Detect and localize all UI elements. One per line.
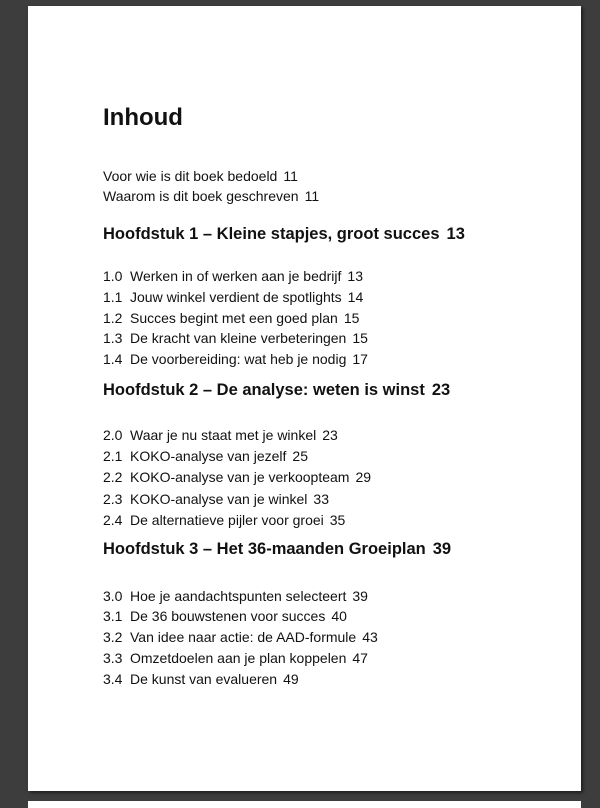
section-text: Omzetdoelen aan je plan koppelen [130, 650, 347, 666]
section-page: 43 [362, 629, 378, 645]
section-page: 13 [347, 268, 363, 284]
section-page: 49 [283, 671, 299, 687]
section-text: Jouw winkel verdient de spotlights [130, 289, 342, 305]
section-page: 17 [352, 351, 368, 367]
section-number: 3.3 [103, 650, 123, 666]
toc-title: Inhoud [103, 104, 183, 131]
toc-section-item [103, 350, 368, 368]
chapter-page: 23 [431, 381, 451, 399]
section-text: KOKO-analyse van jezelf [130, 448, 287, 464]
section-number: 1.3 [103, 330, 123, 346]
chapter-page: 13 [446, 225, 465, 243]
section-page: 15 [352, 330, 368, 346]
section-number: 3.0 [103, 588, 123, 604]
section-page: 47 [352, 650, 368, 666]
toc-item-text: Voor wie is dit boek bedoeld [103, 168, 278, 184]
toc-chapter-heading [103, 224, 465, 244]
toc-intro-item [103, 167, 298, 185]
section-page: 29 [355, 469, 372, 485]
toc-section-item [103, 329, 368, 347]
section-text: Waar je nu staat met je winkel [130, 427, 317, 443]
toc-chapter-heading [103, 539, 451, 559]
section-number: 2.1 [103, 448, 123, 464]
section-page: 40 [331, 608, 347, 624]
section-page: 33 [313, 491, 329, 507]
section-page: 14 [347, 289, 364, 305]
section-page: 35 [329, 512, 346, 528]
chapter-title: Hoofdstuk 2 – De analyse: weten is winst [103, 381, 425, 399]
section-number: 3.1 [103, 608, 123, 624]
toc-chapter-heading [103, 380, 450, 400]
section-text: De alternatieve pijler voor groei [130, 512, 324, 528]
toc-item-page: 11 [304, 188, 320, 204]
section-text: Werken in of werken aan je bedrijf [130, 268, 342, 284]
section-text: Hoe je aandachtspunten selecteert [130, 588, 347, 604]
section-number: 1.1 [103, 289, 123, 305]
section-text: KOKO-analyse van je winkel [130, 491, 308, 507]
toc-section-item [103, 490, 329, 508]
section-number: 2.0 [103, 427, 123, 443]
toc-section-item [103, 587, 368, 605]
toc-section-item [103, 649, 368, 667]
chapter-title: Hoofdstuk 1 – Kleine stapjes, groot succes [103, 225, 440, 243]
section-text: De kunst van evalueren [130, 671, 278, 687]
section-number: 3.4 [103, 671, 123, 687]
toc-item-page: 11 [283, 168, 298, 184]
document-page [28, 6, 581, 791]
section-number: 2.3 [103, 491, 123, 507]
toc-section-item [103, 670, 299, 688]
section-text: De voorbereiding: wat heb je nodig [130, 351, 347, 367]
next-page-edge [28, 801, 581, 808]
section-text: Succes begint met een goed plan [130, 310, 338, 326]
section-text: KOKO-analyse van je verkoopteam [130, 469, 350, 485]
section-page: 39 [352, 588, 368, 604]
section-text: De 36 bouwstenen voor succes [130, 608, 326, 624]
toc-intro-item [103, 187, 319, 205]
toc-section-item [103, 426, 338, 444]
section-text: Van idee naar actie: de AAD-formule [130, 629, 357, 645]
section-number: 1.2 [103, 310, 123, 326]
section-number: 2.2 [103, 469, 123, 485]
toc-section-item [103, 628, 378, 646]
chapter-page: 39 [432, 540, 452, 558]
toc-section-item [103, 447, 308, 465]
section-page: 25 [292, 448, 308, 464]
section-page: 15 [343, 310, 360, 326]
toc-item-text: Waarom is dit boek geschreven [103, 188, 299, 204]
section-number: 1.4 [103, 351, 123, 367]
toc-section-item [103, 309, 359, 327]
toc-section-item [103, 468, 371, 486]
toc-section-item [103, 267, 363, 285]
section-number: 2.4 [103, 512, 123, 528]
toc-section-item [103, 511, 345, 529]
section-number: 3.2 [103, 629, 123, 645]
toc-section-item [103, 288, 363, 306]
section-number: 1.0 [103, 268, 123, 284]
section-text: De kracht van kleine verbeteringen [130, 330, 347, 346]
chapter-title: Hoofdstuk 3 – Het 36-maanden Groeiplan [103, 540, 426, 558]
section-page: 23 [322, 427, 338, 443]
toc-section-item [103, 607, 347, 625]
